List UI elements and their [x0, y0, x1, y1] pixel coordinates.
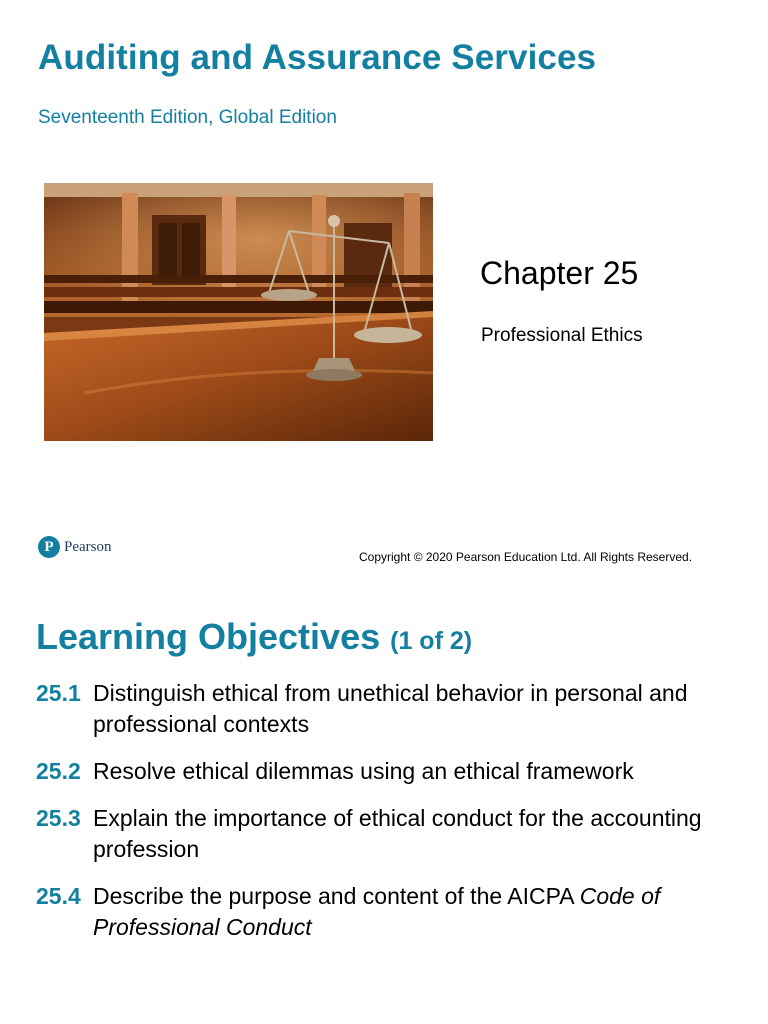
book-title: Auditing and Assurance Services — [38, 38, 597, 77]
objective-text: Explain the importance of ethical conduct for the accounting profession — [93, 805, 702, 862]
objective-number: 25.3 — [36, 805, 81, 831]
objective-text: Resolve ethical dilemmas using an ethical framework — [93, 758, 634, 784]
learning-objectives-slide — [0, 584, 768, 1024]
objective-item — [36, 803, 736, 865]
objective-item — [36, 678, 736, 740]
objectives-list — [36, 678, 736, 959]
objective-number: 25.1 — [36, 680, 81, 706]
pearson-logo-text: Pearson — [64, 538, 112, 555]
copyright-notice: Copyright © 2020 Pearson Education Ltd. All Rights Reserved. — [359, 550, 693, 564]
objectives-page-indicator: (1 of 2) — [390, 627, 473, 655]
objective-text-italic: Code of Professional Conduct — [93, 883, 661, 940]
chapter-number: Chapter 25 — [480, 255, 639, 291]
objective-item — [36, 756, 736, 787]
objective-text-main: Describe the purpose and content of the AICPA — [93, 883, 580, 909]
pearson-logo-icon: P — [38, 536, 60, 558]
scales-of-justice-photo — [44, 183, 433, 441]
pearson-logo — [38, 536, 112, 558]
objectives-title: Learning Objectives — [36, 616, 381, 657]
objective-text — [93, 881, 736, 943]
chapter-title: Professional Ethics — [481, 325, 643, 346]
objective-number: 25.2 — [36, 758, 81, 784]
courtroom-scales-icon — [44, 183, 433, 441]
objective-text: Distinguish ethical from unethical behavior in personal and professional contexts — [93, 680, 688, 737]
objective-item — [36, 881, 736, 943]
objectives-heading — [36, 616, 472, 658]
edition-subtitle: Seventeenth Edition, Global Edition — [38, 107, 337, 128]
objective-number: 25.4 — [36, 883, 81, 909]
